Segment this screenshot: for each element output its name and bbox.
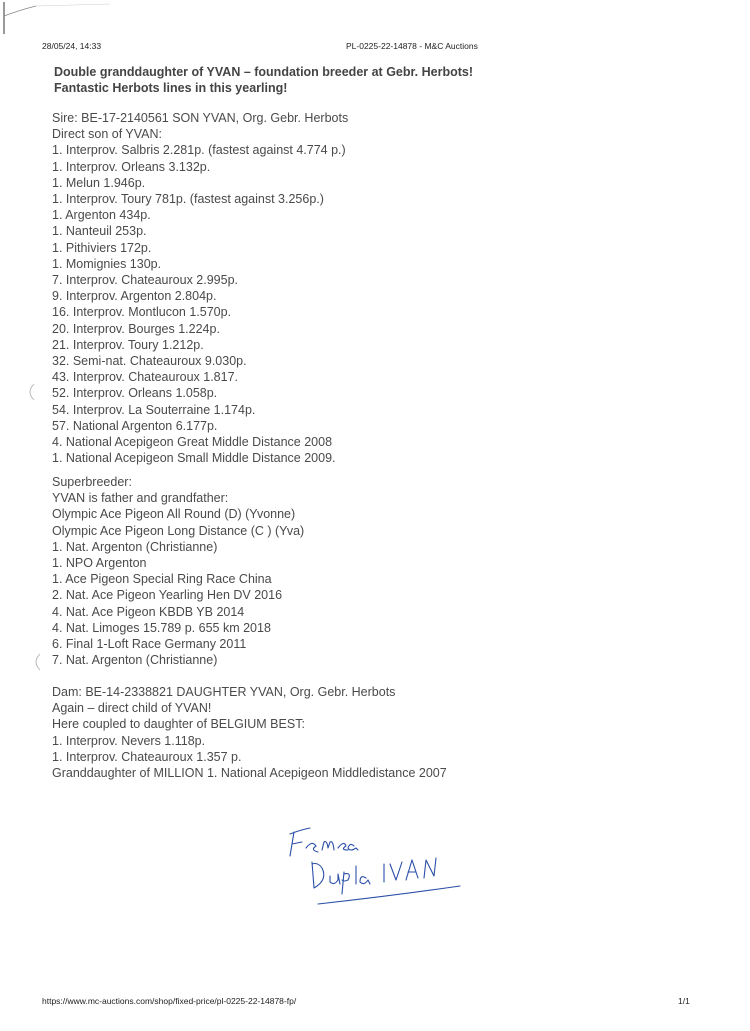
text-line: 1. Interprov. Nevers 1.118p. — [52, 733, 206, 748]
text-line: Again – direct child of YVAN! — [52, 701, 212, 716]
text-line: Olympic Ace Pigeon All Round (D) (Yvonne) — [52, 507, 296, 522]
text-line: 43. Interprov. Chateauroux 1.817. — [52, 370, 238, 385]
text-line: Direct son of YVAN: — [52, 127, 162, 142]
text-line: 16. Interprov. Montlucon 1.570p. — [52, 305, 232, 320]
text-line: Granddaughter of MILLION 1. National Acepigeon Middledistance 2007 — [52, 766, 447, 781]
text-line: 1. Ace Pigeon Special Ring Race China — [52, 572, 272, 587]
text-line: 4. National Acepigeon Great Middle Distance 2008 — [52, 435, 333, 450]
text-line: 21. Interprov. Toury 1.212p. — [52, 337, 204, 352]
sire-section — [52, 110, 348, 466]
text-line: 6. Final 1-Loft Race Germany 2011 — [52, 637, 247, 652]
text-line: 54. Interprov. La Souterraine 1.174p. — [52, 402, 256, 417]
title-line-1: Double granddaughter of YVAN – foundation breeder at Gebr. Herbots! — [54, 65, 474, 79]
text-line: 1. Melun 1.946p. — [52, 175, 146, 190]
text-line: 32. Semi-nat. Chateauroux 9.030p. — [52, 354, 247, 369]
title-line-2: Fantastic Herbots lines in this yearling! — [54, 81, 288, 95]
text-line: 1. Nat. Argenton (Christianne) — [52, 539, 218, 554]
print-url: https://www.mc-auctions.com/shop/fixed-price/pl-0225-22-14878-fp/ — [42, 996, 297, 1006]
text-line: 7. Nat. Argenton (Christianne) — [52, 653, 218, 668]
print-page-title: PL-0225-22-14878 - M&C Auctions — [346, 41, 478, 51]
scan-edge-mark — [24, 650, 44, 674]
text-line: 4. Nat. Ace Pigeon KBDB YB 2014 — [52, 604, 245, 619]
handwritten-note — [280, 810, 480, 910]
text-line: 1. Interprov. Orleans 3.132p. — [52, 159, 211, 174]
text-line: 1. Pithiviers 172p. — [52, 240, 152, 255]
scan-corner-mark — [0, 0, 120, 40]
text-line: 9. Interprov. Argenton 2.804p. — [52, 289, 217, 304]
text-line: 1. Interprov. Chateauroux 1.357 p. — [52, 749, 242, 764]
superbreeder-section — [52, 474, 304, 668]
print-page-number: 1/1 — [678, 996, 690, 1006]
dam-section — [52, 684, 447, 781]
scan-edge-mark — [18, 380, 38, 404]
text-line: Here coupled to daughter of BELGIUM BEST: — [52, 717, 305, 732]
text-line: 1. National Acepigeon Small Middle Distance 2009. — [52, 451, 336, 466]
text-line: 1. NPO Argenton — [52, 556, 147, 571]
text-line: 1. Momignies 130p. — [52, 256, 162, 271]
text-line: 2. Nat. Ace Pigeon Yearling Hen DV 2016 — [52, 588, 283, 603]
text-line: Dam: BE-14-2338821 DAUGHTER YVAN, Org. Gebr. Herbots — [52, 685, 396, 699]
print-datetime: 28/05/24, 14:33 — [42, 41, 102, 51]
text-line: 1. Argenton 434p. — [52, 208, 151, 223]
text-line: 7. Interprov. Chateauroux 2.995p. — [52, 273, 238, 288]
text-line: Superbreeder: — [52, 475, 132, 489]
text-line: 1. Interprov. Toury 781p. (fastest against 3.256p.) — [52, 192, 324, 207]
text-line: Sire: BE-17-2140561 SON YVAN, Org. Gebr. Herbots — [52, 111, 349, 125]
text-line: 52. Interprov. Orleans 1.058p. — [52, 386, 218, 401]
listing-title — [54, 64, 714, 96]
text-line: Olympic Ace Pigeon Long Distance (C ) (Yva) — [52, 523, 305, 538]
text-line: 1. Interprov. Salbris 2.281p. (fastest against 4.774 p.) — [52, 143, 346, 158]
text-line: 4. Nat. Limoges 15.789 p. 655 km 2018 — [52, 620, 271, 635]
text-line: 1. Nanteuil 253p. — [52, 224, 147, 239]
text-line: 20. Interprov. Bourges 1.224p. — [52, 321, 220, 336]
text-line: YVAN is father and grandfather: — [52, 491, 229, 506]
text-line: 57. National Argenton 6.177p. — [52, 418, 218, 433]
